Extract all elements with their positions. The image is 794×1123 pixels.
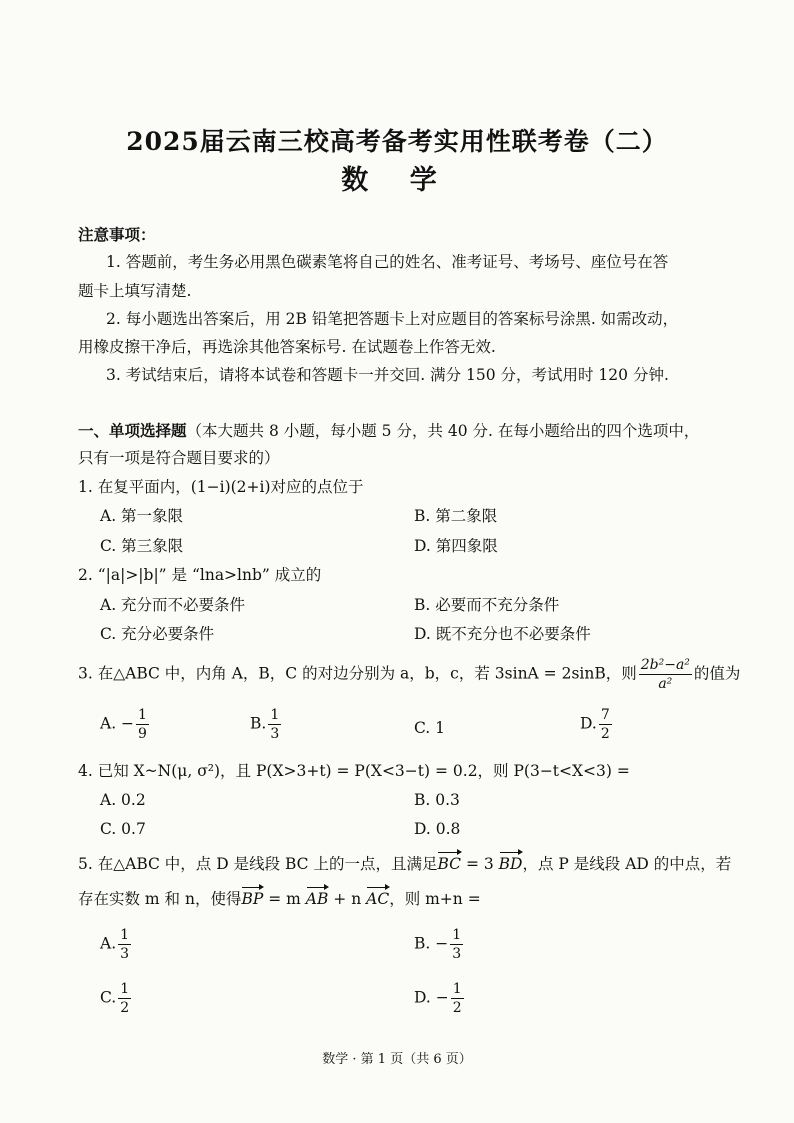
q5-text-2: ，点 P 是线段 AD 的中点，若 bbox=[522, 855, 732, 873]
q3-stem bbox=[78, 658, 740, 691]
q3-b-frac bbox=[268, 708, 281, 741]
q5-a-den: 3 bbox=[120, 946, 130, 962]
section1-heading: 一、单项选择题 bbox=[78, 421, 187, 440]
q5-d-frac bbox=[451, 982, 464, 1015]
q1-option-b: B. 第二象限 bbox=[414, 507, 498, 525]
q3-a-den: 9 bbox=[138, 726, 147, 742]
page-footer: 数学 · 第 1 页（共 6 页） bbox=[322, 1052, 472, 1067]
vector-bc: BC bbox=[437, 855, 462, 873]
q5-a-frac bbox=[118, 928, 131, 961]
q3-d-num: 7 bbox=[600, 707, 610, 723]
q3-frac-den: a² bbox=[658, 676, 673, 692]
q3-option-c: C. 1 bbox=[414, 719, 446, 737]
q5-text-1: 5. 在△ABC 中，点 D 是线段 BC 上的一点，且满足 bbox=[78, 855, 438, 873]
q5-eq-m: = m bbox=[263, 890, 306, 908]
q1-option-c: C. 第三象限 bbox=[100, 537, 184, 555]
q5-eq3: = 3 bbox=[461, 855, 499, 873]
q5-option-c bbox=[100, 982, 133, 1015]
q5-c-label: C. bbox=[100, 988, 117, 1007]
q4-option-b: B. 0.3 bbox=[414, 791, 460, 809]
subject-title: 数 学 bbox=[341, 165, 453, 196]
q3-option-b bbox=[250, 708, 283, 741]
q3-b-num: 1 bbox=[270, 707, 280, 723]
q5-d-label: D. − bbox=[414, 988, 449, 1007]
q5-a-num: 1 bbox=[120, 927, 130, 943]
section1-desc-cont: 只有一项是符合题目要求的） bbox=[78, 449, 280, 467]
q5-stem-line1 bbox=[78, 853, 731, 875]
q5-plus-n: + n bbox=[328, 890, 367, 908]
section1-desc: （本大题共 8 小题，每小题 5 分，共 40 分. 在每小题给出的四个选项中， bbox=[186, 422, 700, 440]
q4-option-d: D. 0.8 bbox=[414, 820, 461, 838]
q5-c-frac bbox=[118, 982, 131, 1015]
q5-c-den: 2 bbox=[120, 1000, 130, 1016]
q2-option-c: C. 充分必要条件 bbox=[100, 625, 215, 643]
vector-bp: BP bbox=[241, 890, 264, 908]
q3-a-label: A. − bbox=[100, 714, 135, 733]
q2-option-d: D. 既不充分也不必要条件 bbox=[414, 625, 591, 643]
q2-option-a: A. 充分而不必要条件 bbox=[100, 596, 246, 614]
notice-item-1: 1. 答题前，考生务必用黑色碳素笔将自己的姓名、准考证号、考场号、座位号在答 bbox=[106, 253, 669, 271]
q2-stem: 2. “|a|>|b|” 是 “lna>lnb” 成立的 bbox=[78, 566, 322, 584]
q5-text-4: ，则 m+n = bbox=[389, 890, 481, 908]
q3-b-den: 3 bbox=[270, 726, 280, 742]
q1-option-d: D. 第四象限 bbox=[414, 537, 498, 555]
q2-option-b: B. 必要而不充分条件 bbox=[414, 596, 560, 614]
q5-a-label: A. bbox=[100, 934, 117, 953]
q3-d-den: 2 bbox=[600, 726, 610, 742]
q3-stem-end: 的值为 bbox=[693, 664, 741, 683]
q3-b-label: B. bbox=[250, 714, 267, 733]
q5-stem-line2 bbox=[78, 888, 481, 910]
vector-ab: AB bbox=[305, 890, 329, 908]
q5-b-label: B. − bbox=[414, 934, 449, 953]
q3-a-num: 1 bbox=[138, 707, 147, 723]
notice-item-1-cont: 题卡上填写清楚. bbox=[78, 282, 192, 300]
q5-option-a bbox=[100, 928, 133, 961]
q5-option-d bbox=[414, 982, 466, 1015]
q4-stem: 4. 已知 X~N(μ, σ²)，且 P(X>3+t) = P(X<3−t) = 0.2，则 P(3−t<X<3) = bbox=[78, 762, 630, 780]
q5-c-num: 1 bbox=[120, 981, 130, 997]
q5-text-3: 存在实数 m 和 n，使得 bbox=[78, 890, 242, 908]
notice-item-2-cont: 用橡皮擦干净后，再选涂其他答案标号. 在试题卷上作答无效. bbox=[78, 338, 496, 356]
q3-frac-num: 2b²−a² bbox=[640, 657, 690, 673]
q5-option-b bbox=[414, 928, 465, 961]
q5-b-frac bbox=[450, 928, 463, 961]
q1-option-a: A. 第一象限 bbox=[100, 507, 184, 525]
notice-item-3: 3. 考试结束后，请将本试卷和答题卡一并交回. 满分 150 分，考试用时 120 分钟. bbox=[106, 366, 669, 384]
notice-item-2: 2. 每小题选出答案后，用 2B 铅笔把答题卡上对应题目的答案标号涂黑. 如需改动， bbox=[106, 310, 679, 328]
section1-heading-line bbox=[78, 420, 699, 442]
q3-option-d bbox=[580, 708, 614, 741]
q3-d-label: D. bbox=[580, 714, 597, 733]
notice-heading: 注意事项： bbox=[78, 225, 156, 244]
q3-a-frac bbox=[136, 708, 149, 741]
q3-d-frac bbox=[599, 708, 612, 741]
q3-stem-text: 3. 在△ABC 中，内角 A，B，C 的对边分别为 a，b，c，若 3sinA = 2sinB，则 bbox=[78, 664, 637, 683]
q5-d-den: 2 bbox=[452, 1000, 462, 1016]
q4-option-a: A. 0.2 bbox=[100, 791, 146, 809]
vector-ac: AC bbox=[366, 890, 390, 908]
q5-b-num: 1 bbox=[452, 927, 462, 943]
q5-d-num: 1 bbox=[452, 981, 462, 997]
q3-option-a bbox=[100, 708, 151, 741]
exam-title: 2025届云南三校高考备考实用性联考卷（二） bbox=[126, 127, 668, 156]
q1-stem: 1. 在复平面内，(1−i)(2+i)对应的点位于 bbox=[78, 478, 364, 496]
q5-b-den: 3 bbox=[452, 946, 462, 962]
q3-fraction bbox=[639, 658, 692, 691]
q4-option-c: C. 0.7 bbox=[100, 820, 146, 838]
vector-bd: BD bbox=[498, 855, 523, 873]
